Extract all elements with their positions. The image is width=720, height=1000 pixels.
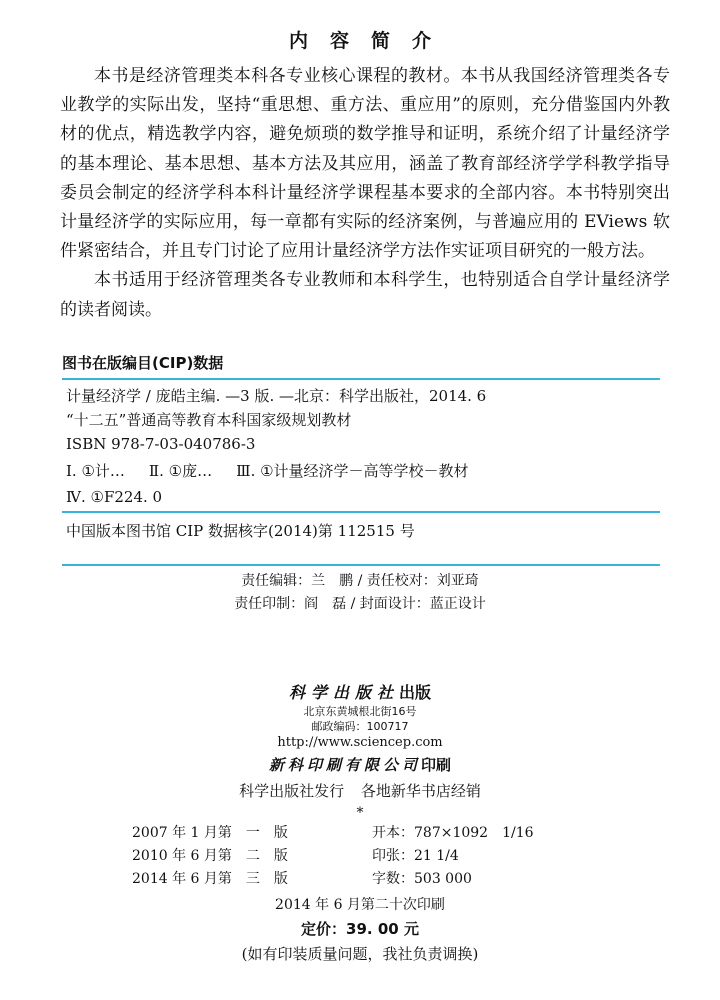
cip-class-part-4: Ⅳ. ①F224. 0 — [66, 488, 163, 506]
cip-divider — [62, 511, 660, 513]
credits-editors: 责任编辑：兰 鹏 / 责任校对：刘亚琦 — [241, 573, 479, 589]
edition-spec: 字数：503 000 — [372, 871, 472, 887]
publisher-url: http://www.sciencep.com — [277, 735, 443, 750]
page-title: 内容简介 — [288, 30, 453, 52]
printer-name: 新科印刷有限公司 — [268, 756, 421, 774]
cip-record — [62, 378, 660, 566]
edition-date: 2014 年 6 月第 三 版 — [132, 871, 288, 887]
print-run: 2014 年 6 月第二十次印刷 — [275, 897, 445, 913]
edition-date: 2007 年 1 月第 一 版 — [132, 825, 288, 841]
printer-suffix: 印刷 — [421, 756, 452, 774]
book-summary — [60, 62, 670, 325]
publisher-postcode: 邮政编码：100717 — [311, 720, 409, 733]
edition-spec: 印张：21 1/4 — [372, 848, 459, 864]
cip-heading: 图书在版编目(CIP)数据 — [62, 354, 224, 372]
cip-classification-cont — [62, 486, 660, 508]
cip-title-line: 计量经济学 / 庞皓主编. —3 版. —北京：科学出版社，2014. 6 — [66, 387, 487, 405]
edition-row — [132, 868, 602, 891]
edition-date: 2010 年 6 月第 二 版 — [132, 848, 288, 864]
publisher-logotype: 科学出版社 — [288, 683, 399, 702]
credits-production: 责任印制：阎 磊 / 封面设计：蓝正设计 — [234, 596, 486, 612]
publisher-name-line — [0, 682, 720, 704]
distribution-line: 科学出版社发行 各地新华书店经销 — [239, 782, 481, 800]
cip-class-part-2: Ⅱ. ①庞… — [148, 462, 213, 480]
cip-classification — [62, 456, 660, 486]
edition-spec: 开本：787×1092 1/16 — [372, 825, 534, 841]
summary-paragraph-2: 本书适用于经济管理类各专业教师和本科学生，也特别适合自学计量经济学的读者阅读。 — [60, 270, 670, 320]
price: 定价：39. 00 元 — [301, 920, 419, 938]
cip-series-line: “十二五”普通高等教育本科国家级规划教材 — [66, 411, 352, 429]
cip-approval-number: 中国版本图书馆 CIP 数据核字(2014)第 112515 号 — [66, 522, 415, 540]
publisher-address: 北京东黄城根北街16号 — [303, 705, 417, 718]
separator-star: * — [356, 805, 364, 821]
price-block — [0, 893, 720, 967]
edition-table — [132, 822, 602, 891]
quality-notice: (如有印装质量问题，我社负责调换) — [241, 945, 479, 963]
edition-row — [132, 822, 602, 845]
publisher-suffix: 出版 — [399, 683, 432, 702]
printer-line — [0, 752, 720, 778]
cip-class-part-3: Ⅲ. ①计量经济学－高等学校－教材 — [236, 462, 469, 480]
summary-paragraph-1: 本书是经济管理类本科各专业核心课程的教材。本书从我国经济管理类各专业教学的实际出发，坚持“重思想、重方法、重应用”的原则，充分借鉴国内外教材的优点，精选教学内容，避免烦琐的数学推导和证明，系统介绍了计量经济学的基本理论、基本思想、基本方法及其应用，涵盖了教育部经济学学科教学指导委员会制定的经济学科本科计量经济学课程基本要求的全部内容。本书特别突出计量经济学的实际应用，每一章都有实际的经济案例，与普遍应用的 EViews 软件紧密结合，并且专门讨论了应用计量经济学方法作实证项目研究的一般方法。 — [60, 66, 670, 262]
cip-isbn-line: ISBN 978-7-03-040786-3 — [66, 435, 256, 453]
staff-credits — [0, 570, 720, 616]
publisher-block — [0, 682, 720, 822]
cip-class-part-1: Ⅰ. ①计… — [66, 462, 125, 480]
edition-row — [132, 845, 602, 868]
